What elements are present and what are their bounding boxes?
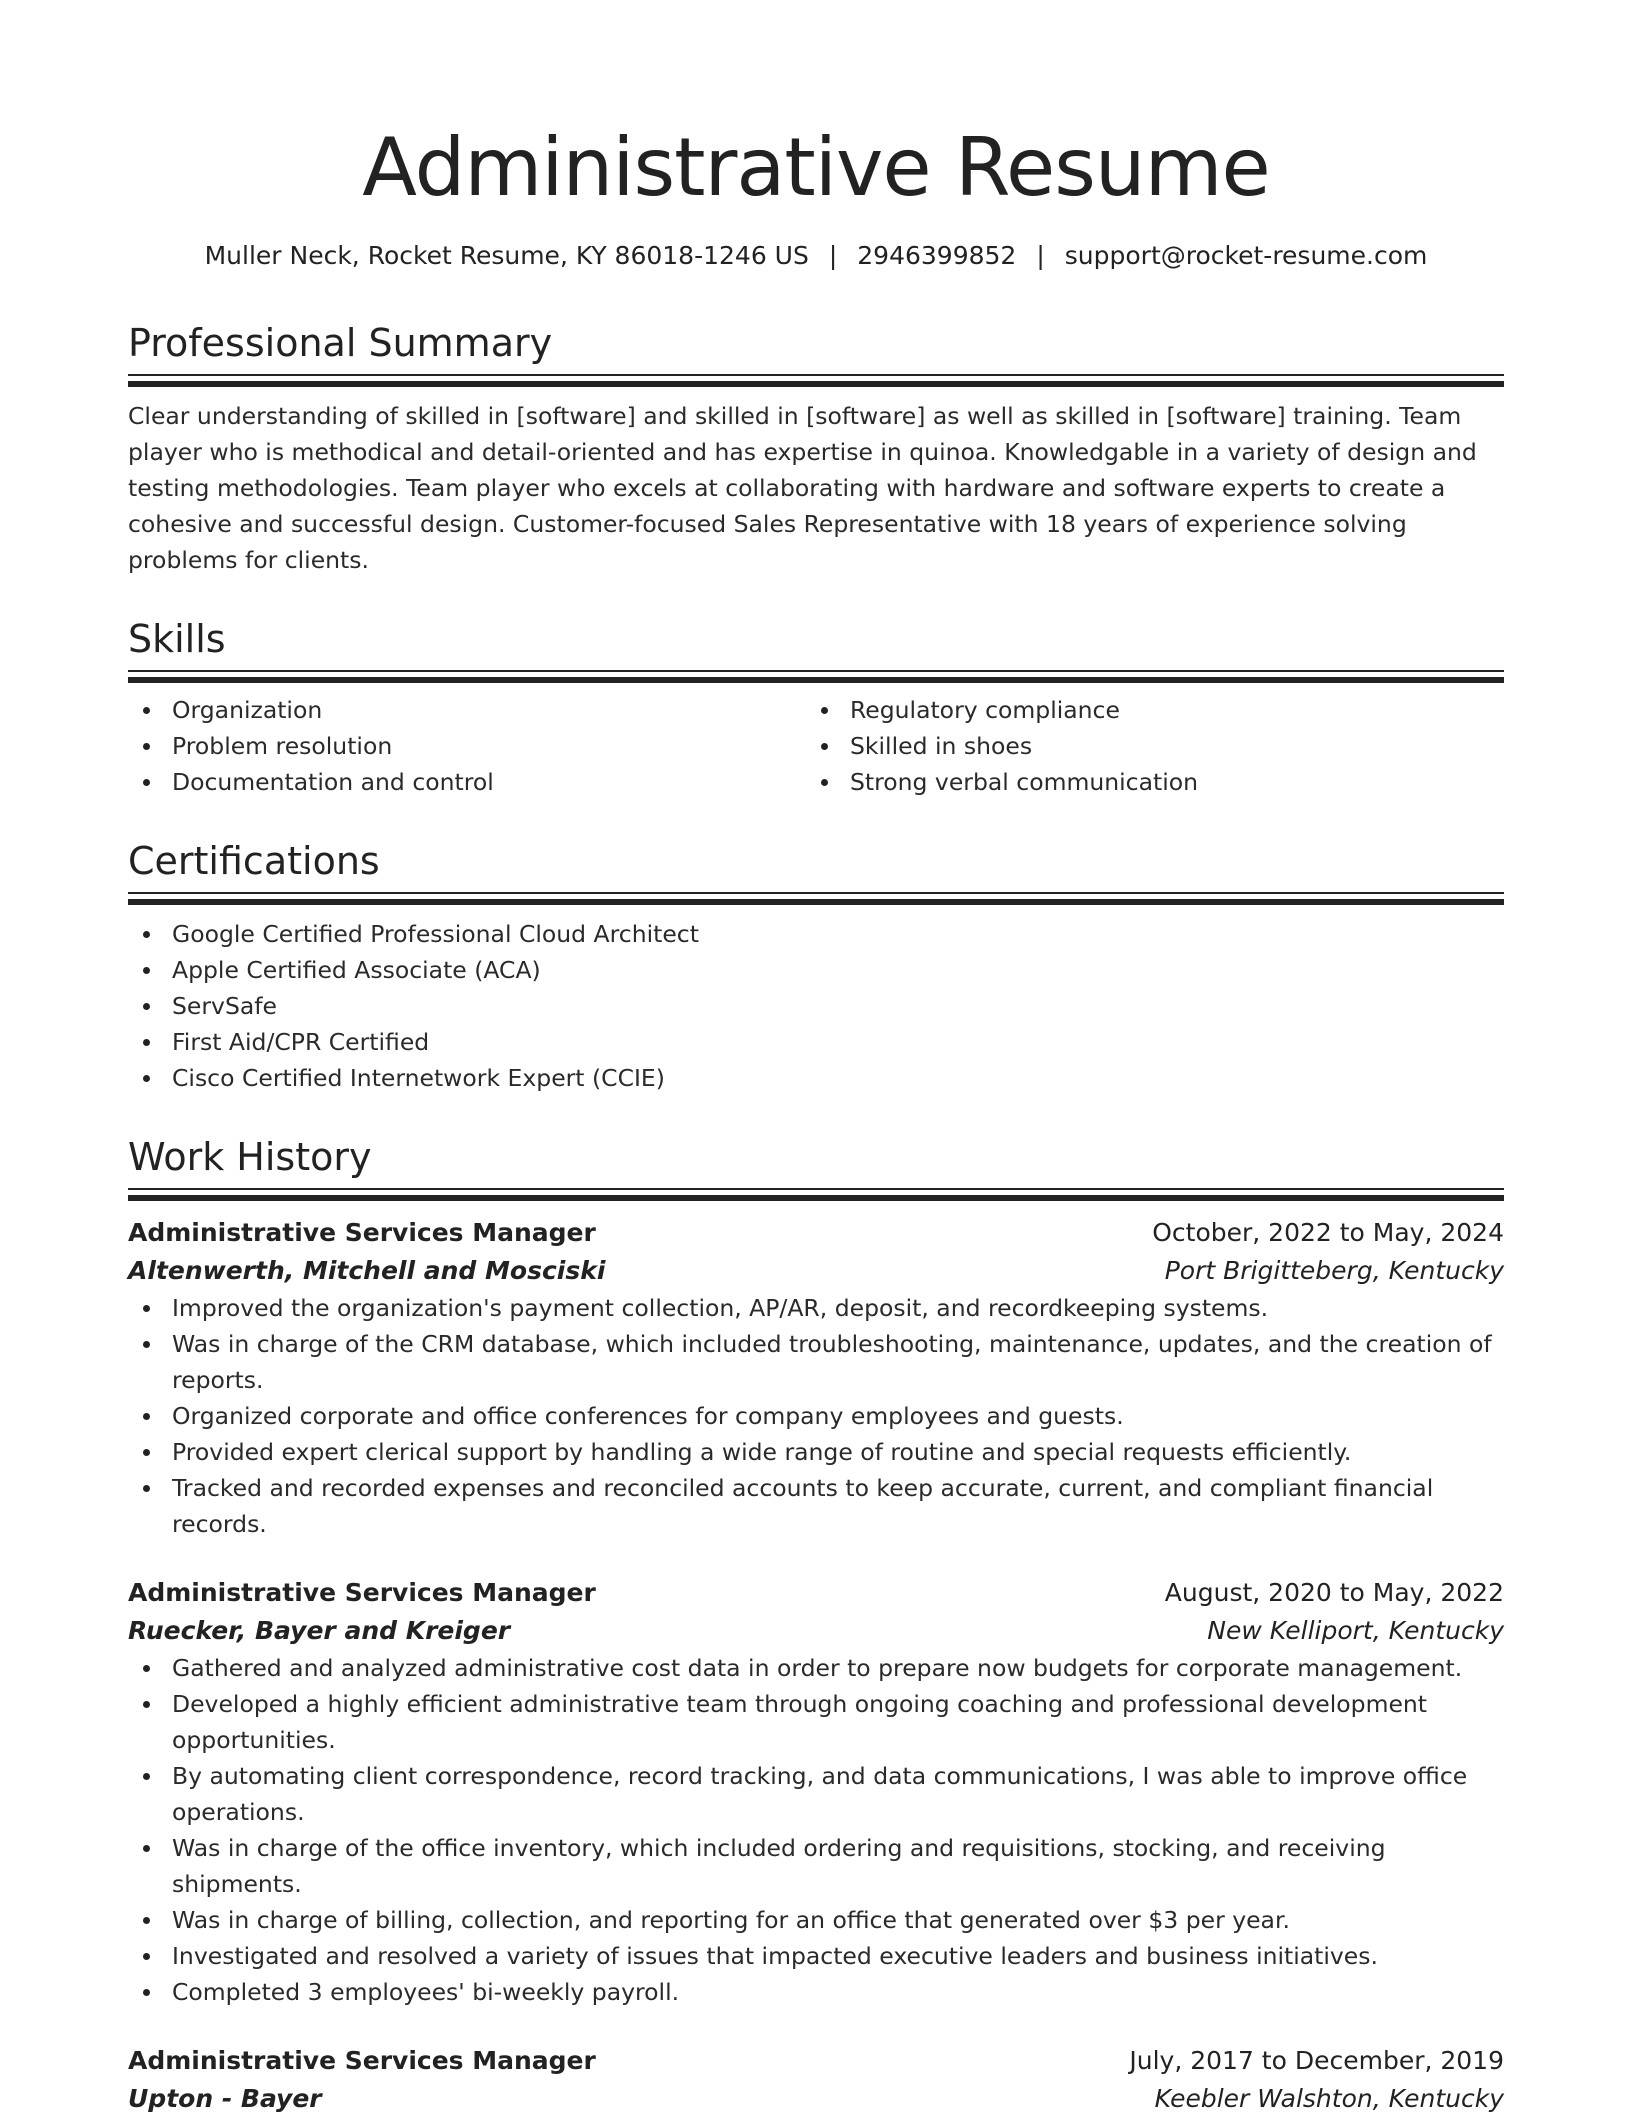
resume-name: Administrative Resume — [362, 121, 1270, 214]
job-dates: October, 2022 to May, 2024 — [1152, 1218, 1504, 1247]
skill-item: Problem resolution — [128, 728, 806, 764]
contact-separator: | — [1036, 241, 1045, 270]
job-bullet: Was in charge of the CRM database, which included troubleshooting, maintenance, updates, and the creation of reports. — [128, 1326, 1504, 1398]
section-divider — [128, 892, 1504, 906]
job-bullet: By automating client correspondence, record tracking, and data communications, I was able to improve office operations. — [128, 1758, 1504, 1830]
job-entry — [128, 1214, 1504, 1542]
skill-item: Skilled in shoes — [806, 728, 1484, 764]
job-subheader — [128, 1612, 1504, 1650]
job-title: Administrative Services Manager — [128, 1578, 596, 1607]
job-location: Keebler Walshton, Kentucky — [1154, 2084, 1504, 2113]
job-bullet: Improved the organization's payment collection, AP/AR, deposit, and recordkeeping systems. — [128, 1290, 1504, 1326]
summary-section — [128, 318, 1504, 578]
certification-item: First Aid/CPR Certified — [128, 1024, 1504, 1060]
skills-grid — [128, 692, 1504, 800]
job-subheader — [128, 1252, 1504, 1290]
job-title: Administrative Services Manager — [128, 2046, 596, 2075]
certifications-section — [128, 836, 1504, 1096]
job-bullet: Provided expert clerical support by handling a wide range of routine and special requests efficiently. — [128, 1434, 1504, 1470]
section-divider — [128, 670, 1504, 684]
skill-item: Strong verbal communication — [806, 764, 1484, 800]
job-company: Upton - Bayer — [128, 2084, 322, 2113]
contact-phone: 2946399852 — [857, 241, 1017, 270]
skill-item: Organization — [128, 692, 806, 728]
job-bullet: Developed a highly efficient administrative team through ongoing coaching and professional development opportunities. — [128, 1686, 1504, 1758]
job-bullet: Investigated and resolved a variety of issues that impacted executive leaders and business initiatives. — [128, 1938, 1504, 1974]
skills-left-list — [128, 692, 806, 800]
job-dates: August, 2020 to May, 2022 — [1164, 1578, 1504, 1607]
job-bullet: Was in charge of the office inventory, which included ordering and requisitions, stocking, and receiving shipments. — [128, 1830, 1504, 1902]
contact-separator: | — [828, 241, 838, 270]
work-history-section — [128, 1132, 1504, 2118]
job-header — [128, 1574, 1504, 1612]
job-bullet: Gathered and analyzed administrative cost data in order to prepare now budgets for corporate management. — [128, 1650, 1504, 1686]
job-bullet: Tracked and recorded expenses and reconciled accounts to keep accurate, current, and compliant financial records. — [128, 1470, 1504, 1542]
certification-item: Cisco Certified Internetwork Expert (CCIE) — [128, 1060, 1504, 1096]
job-bullet: Was in charge of billing, collection, and reporting for an office that generated over $3 per year. — [128, 1902, 1504, 1938]
certification-item: ServSafe — [128, 988, 1504, 1024]
job-dates: July, 2017 to December, 2019 — [1129, 2046, 1504, 2075]
job-bullet-list — [128, 1290, 1504, 1542]
skill-item: Regulatory compliance — [806, 692, 1484, 728]
section-divider — [128, 374, 1504, 388]
contact-email: support@rocket-resume.com — [1064, 241, 1428, 270]
job-location: New Kelliport, Kentucky — [1207, 1616, 1504, 1645]
job-entry — [128, 2042, 1504, 2118]
job-bullet: Organized corporate and office conferences for company employees and guests. — [128, 1398, 1504, 1434]
skills-section — [128, 614, 1504, 800]
section-title: Professional Summary — [128, 321, 553, 365]
certifications-list — [128, 916, 1504, 1096]
job-title: Administrative Services Manager — [128, 1218, 596, 1247]
skill-item: Documentation and control — [128, 764, 806, 800]
section-divider — [128, 1188, 1504, 1202]
job-subheader — [128, 2080, 1504, 2118]
skills-right-list — [806, 692, 1484, 800]
job-bullet: Completed 3 employees' bi-weekly payroll. — [128, 1974, 1504, 2010]
section-title: Certifications — [128, 839, 380, 883]
summary-text: Clear understanding of skilled in [software] and skilled in [software] as well as skilled in [software] training. Team player who is methodical and detail-oriented and has expertise in quinoa. Knowledgable in a variety of design and testing methodologies. Team player who excels at collaborating with hardware and software experts to create a cohesive and successful design. Customer-focused Sales Representative with 18 years of experience solving problems for clients. — [128, 402, 1477, 574]
job-company: Ruecker, Bayer and Kreiger — [128, 1616, 511, 1645]
job-company: Altenwerth, Mitchell and Mosciski — [128, 1256, 606, 1285]
contact-address: Muller Neck, Rocket Resume, KY 86018-1246 US — [204, 241, 809, 270]
section-title: Work History — [128, 1135, 372, 1179]
certification-item: Apple Certified Associate (ACA) — [128, 952, 1504, 988]
job-entry — [128, 1574, 1504, 2010]
job-header — [128, 2042, 1504, 2080]
certification-item: Google Certified Professional Cloud Architect — [128, 916, 1504, 952]
contact-line — [128, 238, 1504, 274]
job-location: Port Brigitteberg, Kentucky — [1164, 1256, 1504, 1285]
job-bullet-list — [128, 1650, 1504, 2010]
section-title: Skills — [128, 617, 226, 661]
job-header — [128, 1214, 1504, 1252]
